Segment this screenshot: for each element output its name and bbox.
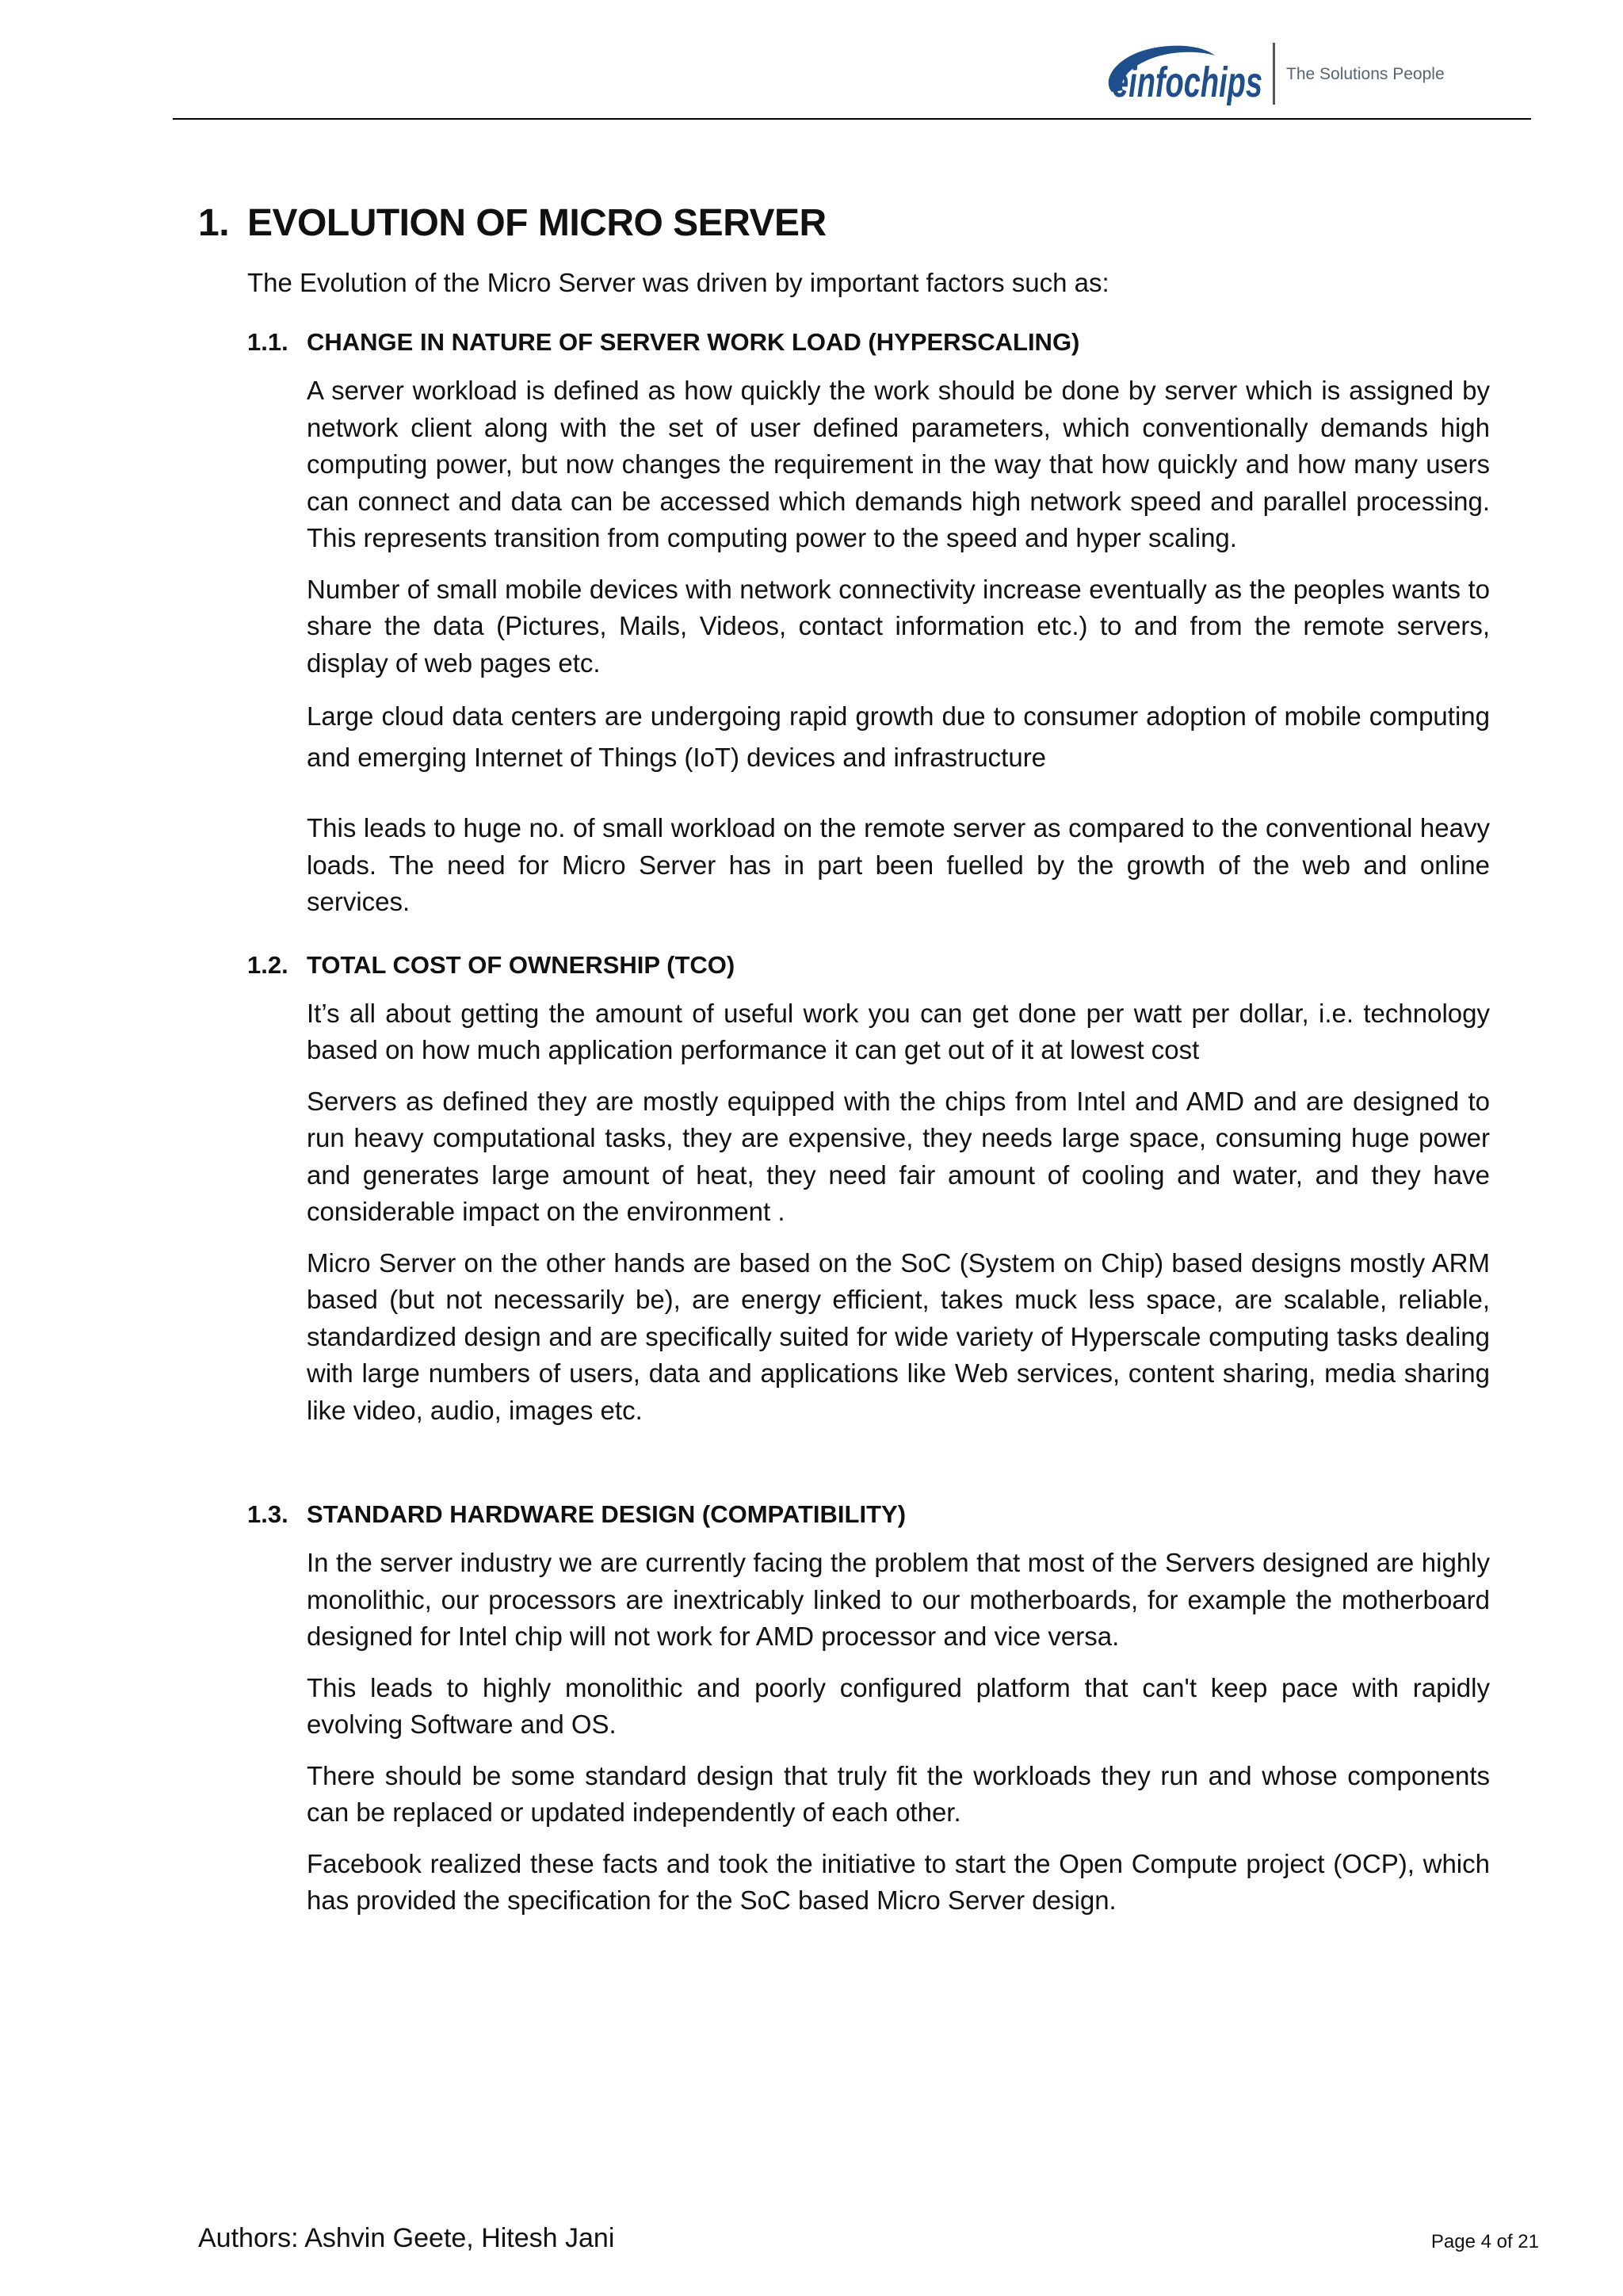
paragraph: There should be some standard design that truly fit the workloads they run and whose components can be replaced or updated independently of each other. xyxy=(307,1760,1490,1827)
paragraph: In the server industry we are currently facing the problem that most of the Servers designed are highly monolithic, our processors are inextricably linked to our motherboards, for example the motherboard designed for Intel chip will not work for AMD processor and vice versa. xyxy=(307,1548,1490,1651)
einfochips-logo-graphic xyxy=(1096,35,1266,110)
chapter-number: 1. xyxy=(198,202,230,244)
page-content xyxy=(198,200,1490,1946)
paragraph: This leads to huge no. of small workload on the remote server as compared to the conventional heavy loads. The need for Micro Server has in part been fuelled by the growth of the web and online services. xyxy=(307,813,1490,916)
paragraph: Number of small mobile devices with network connectivity increase eventually as the peoples wants to share the data (Pictures, Mails, Videos, contact information etc.) to and from the remote servers, display of web pages etc. xyxy=(307,574,1490,678)
section-number: 1.3. xyxy=(247,1500,288,1528)
section-heading xyxy=(247,948,1490,983)
section-heading xyxy=(247,325,1490,360)
section-heading xyxy=(247,1497,1490,1532)
section-title: TOTAL COST OF OWNERSHIP (TCO) xyxy=(307,950,735,979)
paragraph: Facebook realized these facts and took the initiative to start the Open Compute project (OCP), which has provided the specification for the SoC based Micro Server design. xyxy=(307,1848,1490,1915)
section-1-1 xyxy=(247,325,1490,921)
section-number: 1.2. xyxy=(247,950,288,979)
chapter-title: EVOLUTION OF MICRO SERVER xyxy=(247,202,827,244)
paragraph: A server workload is defined as how quickly the work should be done by server which is assigned by network client along with the set of user defined parameters, which conventionally demands high computing power, but now changes the requirement in the way that how quickly and how many users can connect and data can be accessed which demands high network speed and parallel processing. This represents transition from computing power to the speed and hyper scaling. xyxy=(307,376,1490,552)
logo-wordmark: einfochips xyxy=(1112,59,1262,106)
section-title: CHANGE IN NATURE OF SERVER WORK LOAD (HYPERSCALING) xyxy=(307,328,1080,356)
company-logo xyxy=(1096,35,1445,110)
logo-tagline: The Solutions People xyxy=(1286,65,1445,83)
paragraph: Micro Server on the other hands are based on the SoC (System on Chip) based designs mostly ARM based (but not necessarily be), are energy efficient, takes muck less space, are scalable, reliable, standardized design and are specifically suited for wide variety of Hyperscale computing tasks dealing with large numbers of users, data and applications like Web services, content sharing, media sharing like video, audio, images etc. xyxy=(307,1247,1490,1425)
paragraph: Large cloud data centers are undergoing rapid growth due to consumer adoption of mobile computing and emerging Internet of Things (IoT) devices and infrastructure xyxy=(307,701,1490,772)
page-number: Page 4 of 21 xyxy=(1430,2231,1539,2252)
paragraph: It’s all about getting the amount of useful work you can get done per watt per dollar, i.e. technology based on how much application performance it can get out of it at lowest cost xyxy=(307,998,1490,1064)
section-1-3 xyxy=(247,1497,1490,1920)
paragraph: This leads to highly monolithic and poorly configured platform that can't keep pace with rapidly evolving Software and OS. xyxy=(307,1672,1490,1739)
paragraph: Servers as defined they are mostly equipped with the chips from Intel and AMD and are designed to run heavy computational tasks, they are expensive, they needs large space, consuming huge power and generates large amount of heat, they need fair amount of cooling and water, and they have considerable impact on the environment . xyxy=(307,1086,1490,1226)
section-number: 1.1. xyxy=(247,328,288,356)
section-1-2 xyxy=(247,948,1490,1430)
footer-authors: Authors: Ashvin Geete, Hitesh Jani xyxy=(198,2223,615,2253)
section-title: STANDARD HARDWARE DESIGN (COMPATIBILITY) xyxy=(307,1500,907,1528)
chapter-intro: The Evolution of the Micro Server was driven by important factors such as: xyxy=(247,268,1109,297)
header-rule xyxy=(173,118,1531,120)
chapter-heading xyxy=(198,200,1490,247)
logo-divider xyxy=(1273,43,1275,105)
